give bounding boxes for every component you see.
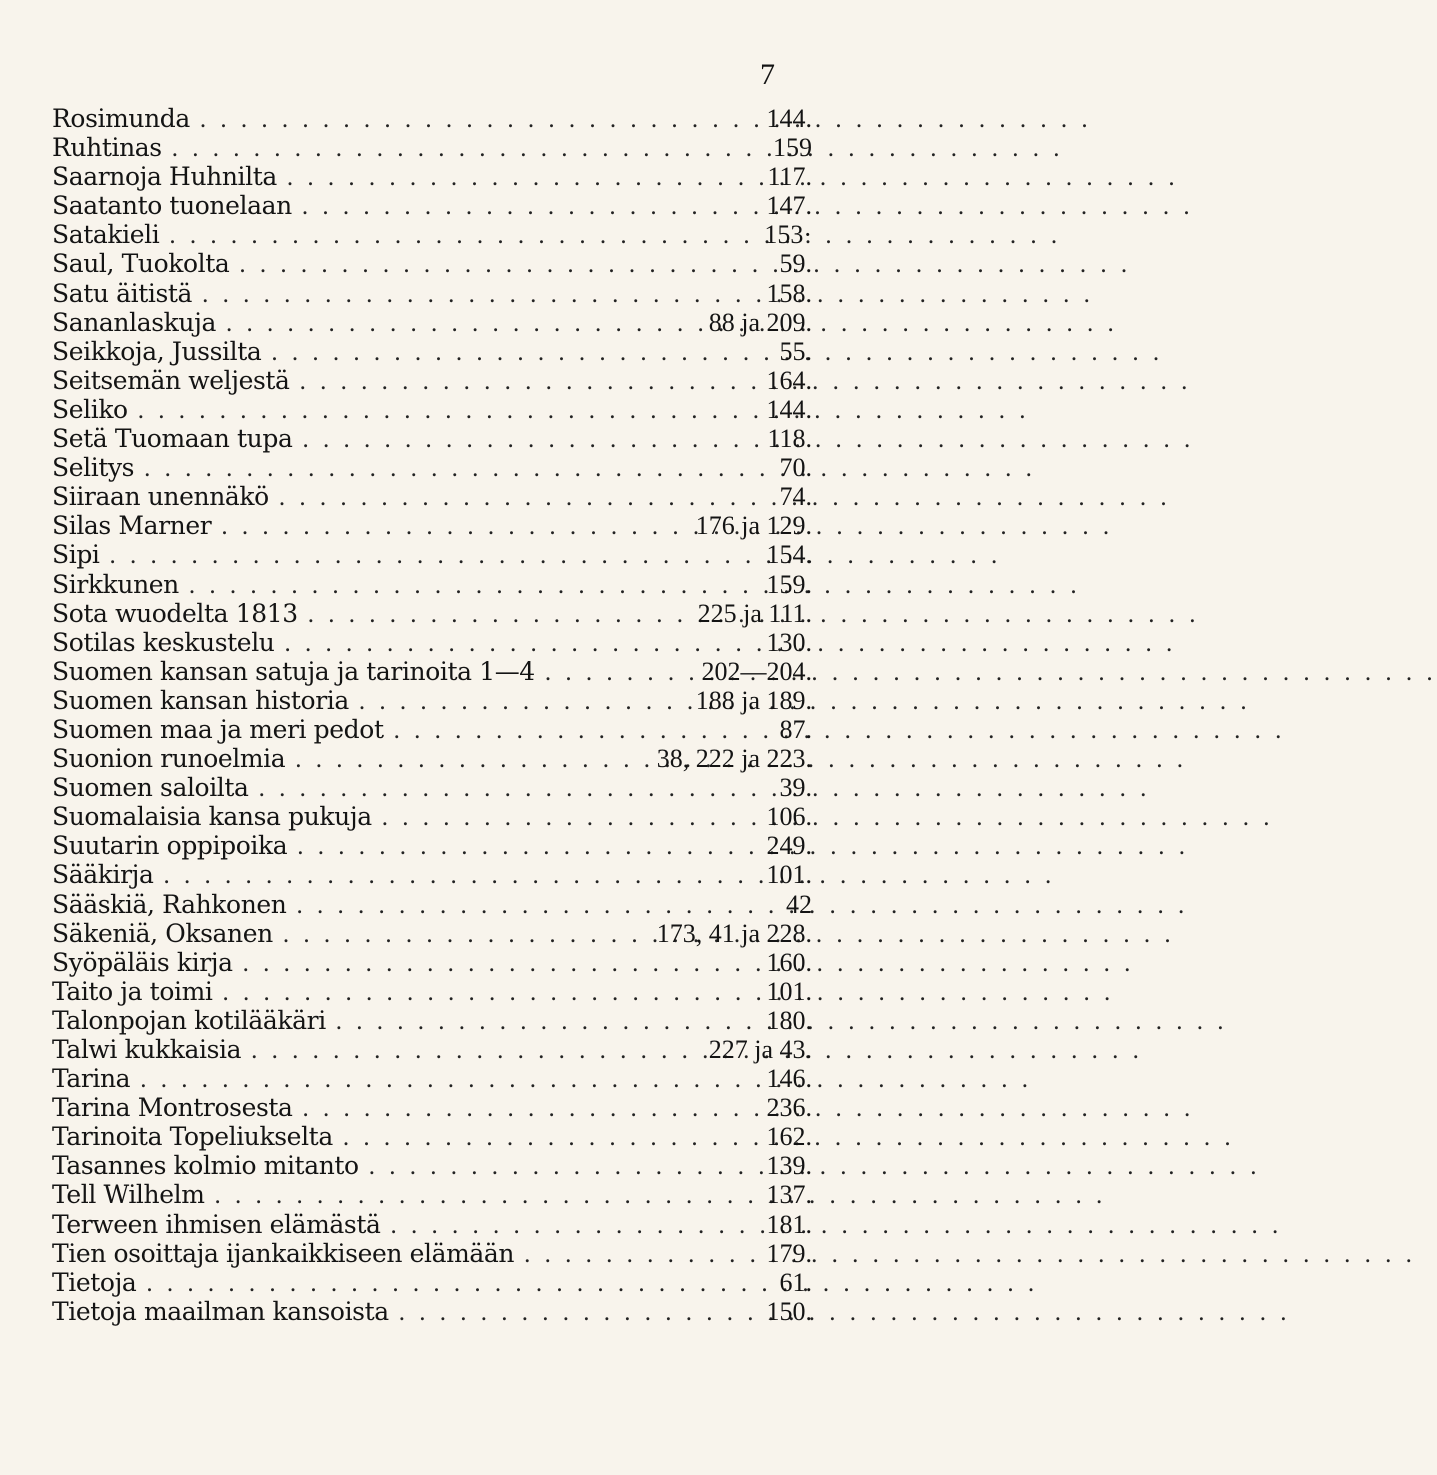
- dot-leader: [285, 629, 757, 658]
- index-entry: [52, 1268, 812, 1297]
- dot-leader: [251, 1036, 699, 1065]
- index-entry: [52, 366, 812, 395]
- index-entry: [52, 133, 812, 162]
- index-entry: [52, 279, 812, 308]
- index-entry: [52, 395, 812, 424]
- entry-pages: 225 ja 111.: [697, 598, 812, 628]
- entry-pages: 39.: [779, 773, 812, 803]
- index-entry: [52, 1180, 812, 1209]
- entry-pages: 130.: [766, 627, 812, 657]
- dot-leader: [399, 1298, 757, 1327]
- dot-leader: [295, 745, 646, 774]
- entry-pages: 137.: [766, 1180, 812, 1210]
- dot-leader: [200, 105, 757, 134]
- entry-pages: 147.: [766, 191, 812, 221]
- index-entry: [52, 249, 812, 278]
- entry-pages: 154.: [766, 540, 812, 570]
- entry-pages: 227 ja 43.: [708, 1035, 812, 1064]
- index-entry: [52, 1239, 812, 1268]
- index-entry: [52, 919, 812, 948]
- entry-pages: 158.: [766, 278, 812, 308]
- index-entry: [52, 337, 812, 366]
- dot-leader: [287, 163, 758, 192]
- dot-leader: [239, 250, 769, 279]
- index-entry: [52, 424, 812, 453]
- entry-title: Suonion runoelmia: [52, 744, 286, 774]
- dot-leader: [215, 1181, 757, 1210]
- dot-leader: [138, 396, 757, 425]
- entry-pages: 101.: [766, 860, 812, 890]
- dot-leader: [297, 891, 776, 920]
- dot-leader: [359, 687, 686, 716]
- entry-pages: 61.: [779, 1267, 812, 1297]
- entry-pages: 159: [773, 133, 812, 163]
- dot-leader: [110, 541, 757, 570]
- entry-pages: 70.: [779, 453, 812, 483]
- entry-title: Tietoja maailman kansoista: [52, 1296, 389, 1326]
- entry-title: Sääskiä, Rahkonen: [52, 889, 287, 919]
- dot-leader: [545, 658, 692, 687]
- entry-title: Tarinoita Topeliukselta: [52, 1122, 333, 1152]
- index-entry: [52, 453, 812, 482]
- dot-leader: [336, 1007, 757, 1036]
- entry-pages: 162.: [766, 1122, 812, 1152]
- entry-pages: 38, 222 ja 223.: [656, 744, 812, 774]
- entry-pages: 153·: [764, 220, 812, 250]
- dot-leader: [369, 1152, 757, 1181]
- dot-leader: [259, 774, 770, 803]
- dot-leader: [140, 1065, 756, 1094]
- entry-title: Saatanto tuonelaan: [52, 191, 292, 221]
- entry-title: Säkeniä, Oksanen: [52, 918, 273, 948]
- entry-pages: 236.: [766, 1093, 812, 1123]
- entry-pages: 59.: [779, 249, 812, 279]
- entry-pages: 181.: [766, 1209, 812, 1239]
- index-entry: [52, 1297, 812, 1326]
- index-entry: [52, 220, 812, 249]
- entry-title: Suomen saloilta: [52, 773, 249, 803]
- index-entry: [52, 1210, 812, 1239]
- entry-title: Tasannes kolmio mitanto: [52, 1151, 359, 1181]
- entry-title: Suomalaisia kansa pukuja: [52, 802, 372, 832]
- entry-pages: 42: [786, 889, 812, 919]
- entry-title: Sääkirja: [52, 860, 154, 890]
- index-entry: [52, 191, 812, 220]
- index-entry: [52, 831, 812, 860]
- entry-pages: 139.: [766, 1151, 812, 1181]
- dot-leader: [283, 920, 647, 949]
- entry-title: Tien osoittaja ijankaikkiseen elämään: [52, 1238, 515, 1268]
- entry-title: Tell Wilhelm: [52, 1180, 205, 1210]
- dot-leader: [297, 832, 756, 861]
- index-entry: [52, 657, 812, 686]
- dot-leader: [221, 512, 685, 541]
- entry-title: Tietoja: [52, 1267, 137, 1297]
- entry-title: Seitsemän weljestä: [52, 365, 290, 395]
- entry-title: Rosimunda: [52, 104, 190, 133]
- entry-pages: 55.: [779, 336, 812, 366]
- entry-title: Sotilas keskustelu: [52, 627, 275, 657]
- entry-pages: 88 ja 209.: [708, 307, 812, 337]
- entry-pages: 164.: [766, 365, 812, 395]
- entry-title: Talwi kukkaisia: [52, 1035, 242, 1064]
- entry-title: Saul, Tuokolta: [52, 249, 230, 279]
- entry-title: Satakieli: [52, 220, 160, 250]
- entry-pages: 160.: [766, 947, 812, 977]
- entry-title: Seikkoja, Jussilta: [52, 336, 262, 366]
- dot-leader: [172, 134, 763, 163]
- index-entry: [52, 715, 812, 744]
- dot-leader: [164, 861, 757, 890]
- entry-pages: 180.: [766, 1005, 812, 1035]
- index-entry: [52, 1006, 812, 1035]
- entry-title: Taito ja toimi: [52, 976, 213, 1006]
- dot-leader: [303, 1094, 757, 1123]
- entry-pages: 173, 41 ja 228.: [656, 918, 812, 948]
- entry-pages: 146.: [766, 1064, 812, 1094]
- dot-leader: [524, 1240, 756, 1269]
- index-entry: [52, 1093, 812, 1122]
- entry-pages: 179.: [766, 1238, 812, 1268]
- index-entry: [52, 599, 812, 628]
- entry-title: Siiraan unennäkö: [52, 482, 269, 512]
- index-entry: [52, 860, 812, 889]
- dot-leader: [226, 309, 699, 338]
- dot-leader: [189, 571, 757, 600]
- entry-title: Sipi: [52, 540, 100, 570]
- entry-pages: 188 ja 189.: [695, 685, 812, 715]
- entry-title: Satu äitistä: [52, 278, 193, 308]
- index-entry: [52, 890, 812, 919]
- entry-title: Syöpäläis kirja: [52, 947, 233, 977]
- dot-leader: [146, 1269, 769, 1298]
- index-entry: [52, 1064, 812, 1093]
- entry-title: Suutarin oppipoika: [52, 831, 288, 861]
- entry-pages: 176 ja 129.: [695, 511, 812, 541]
- entry-title: Sananlaskuja: [52, 307, 216, 337]
- index-entry: [52, 511, 812, 540]
- page-number: 7: [760, 58, 775, 91]
- index-entry: [52, 540, 812, 569]
- index-entry: [52, 162, 812, 191]
- index-entry: [52, 104, 812, 133]
- index-entry: [52, 1151, 812, 1180]
- index-entry: [52, 802, 812, 831]
- entry-pages: 118.: [767, 424, 812, 454]
- entry-title: Tarina: [52, 1064, 131, 1094]
- entry-title: Ruhtinas: [52, 133, 162, 163]
- entry-title: Suomen kansan historia: [52, 685, 349, 715]
- index-list: [52, 104, 812, 1326]
- entry-pages: 159.: [766, 569, 812, 599]
- entry-title: Suomen kansan satuja ja tarinoita 1—4: [52, 656, 535, 686]
- entry-title: Sirkkunen: [52, 569, 179, 599]
- entry-pages: 150.: [766, 1296, 812, 1326]
- entry-pages: 101.: [766, 976, 812, 1006]
- index-entry: [52, 308, 812, 337]
- entry-title: Sota wuodelta 1813: [52, 598, 298, 628]
- entry-pages: 144.: [766, 394, 812, 424]
- entry-title: Seliko: [52, 394, 128, 424]
- dot-leader: [144, 454, 769, 483]
- entry-title: Saarnoja Huhnilta: [52, 162, 277, 192]
- entry-pages: 202—204.: [701, 656, 812, 686]
- entry-title: Terween ihmisen elämästä: [52, 1209, 381, 1239]
- index-entry: [52, 977, 812, 1006]
- index-entry: [52, 744, 812, 773]
- entry-title: Selitys: [52, 453, 135, 483]
- dot-leader: [222, 978, 756, 1007]
- index-entry: [52, 570, 812, 599]
- entry-title: Silas Marner: [52, 511, 212, 541]
- dot-leader: [169, 221, 754, 250]
- dot-leader: [382, 803, 757, 832]
- index-entry: [52, 1035, 812, 1064]
- index-entry: [52, 482, 812, 511]
- dot-leader: [271, 338, 769, 367]
- dot-leader: [390, 1211, 756, 1240]
- dot-leader: [300, 367, 757, 396]
- entry-pages: 87.: [779, 714, 812, 744]
- index-entry: [52, 948, 812, 977]
- entry-title: Talonpojan kotilääkäri: [52, 1005, 326, 1035]
- dot-leader: [302, 425, 757, 454]
- dot-leader: [343, 1123, 757, 1152]
- index-entry: [52, 686, 812, 715]
- dot-leader: [302, 192, 757, 221]
- entry-pages: 117.: [767, 162, 812, 192]
- dot-leader: [243, 949, 757, 978]
- dot-leader: [279, 483, 770, 512]
- index-entry: [52, 628, 812, 657]
- entry-title: Suomen maa ja meri pedot: [52, 714, 384, 744]
- dot-leader: [202, 280, 756, 309]
- entry-pages: 106.: [766, 802, 812, 832]
- index-entry: [52, 773, 812, 802]
- entry-pages: 249.: [766, 831, 812, 861]
- index-entry: [52, 1122, 812, 1151]
- entry-title: Setä Tuomaan tupa: [52, 424, 293, 454]
- dot-leader: [394, 716, 770, 745]
- entry-title: Tarina Montrosesta: [52, 1093, 293, 1123]
- dot-leader: [308, 600, 688, 629]
- entry-pages: 74.: [779, 482, 812, 512]
- entry-pages: 144.: [766, 104, 812, 133]
